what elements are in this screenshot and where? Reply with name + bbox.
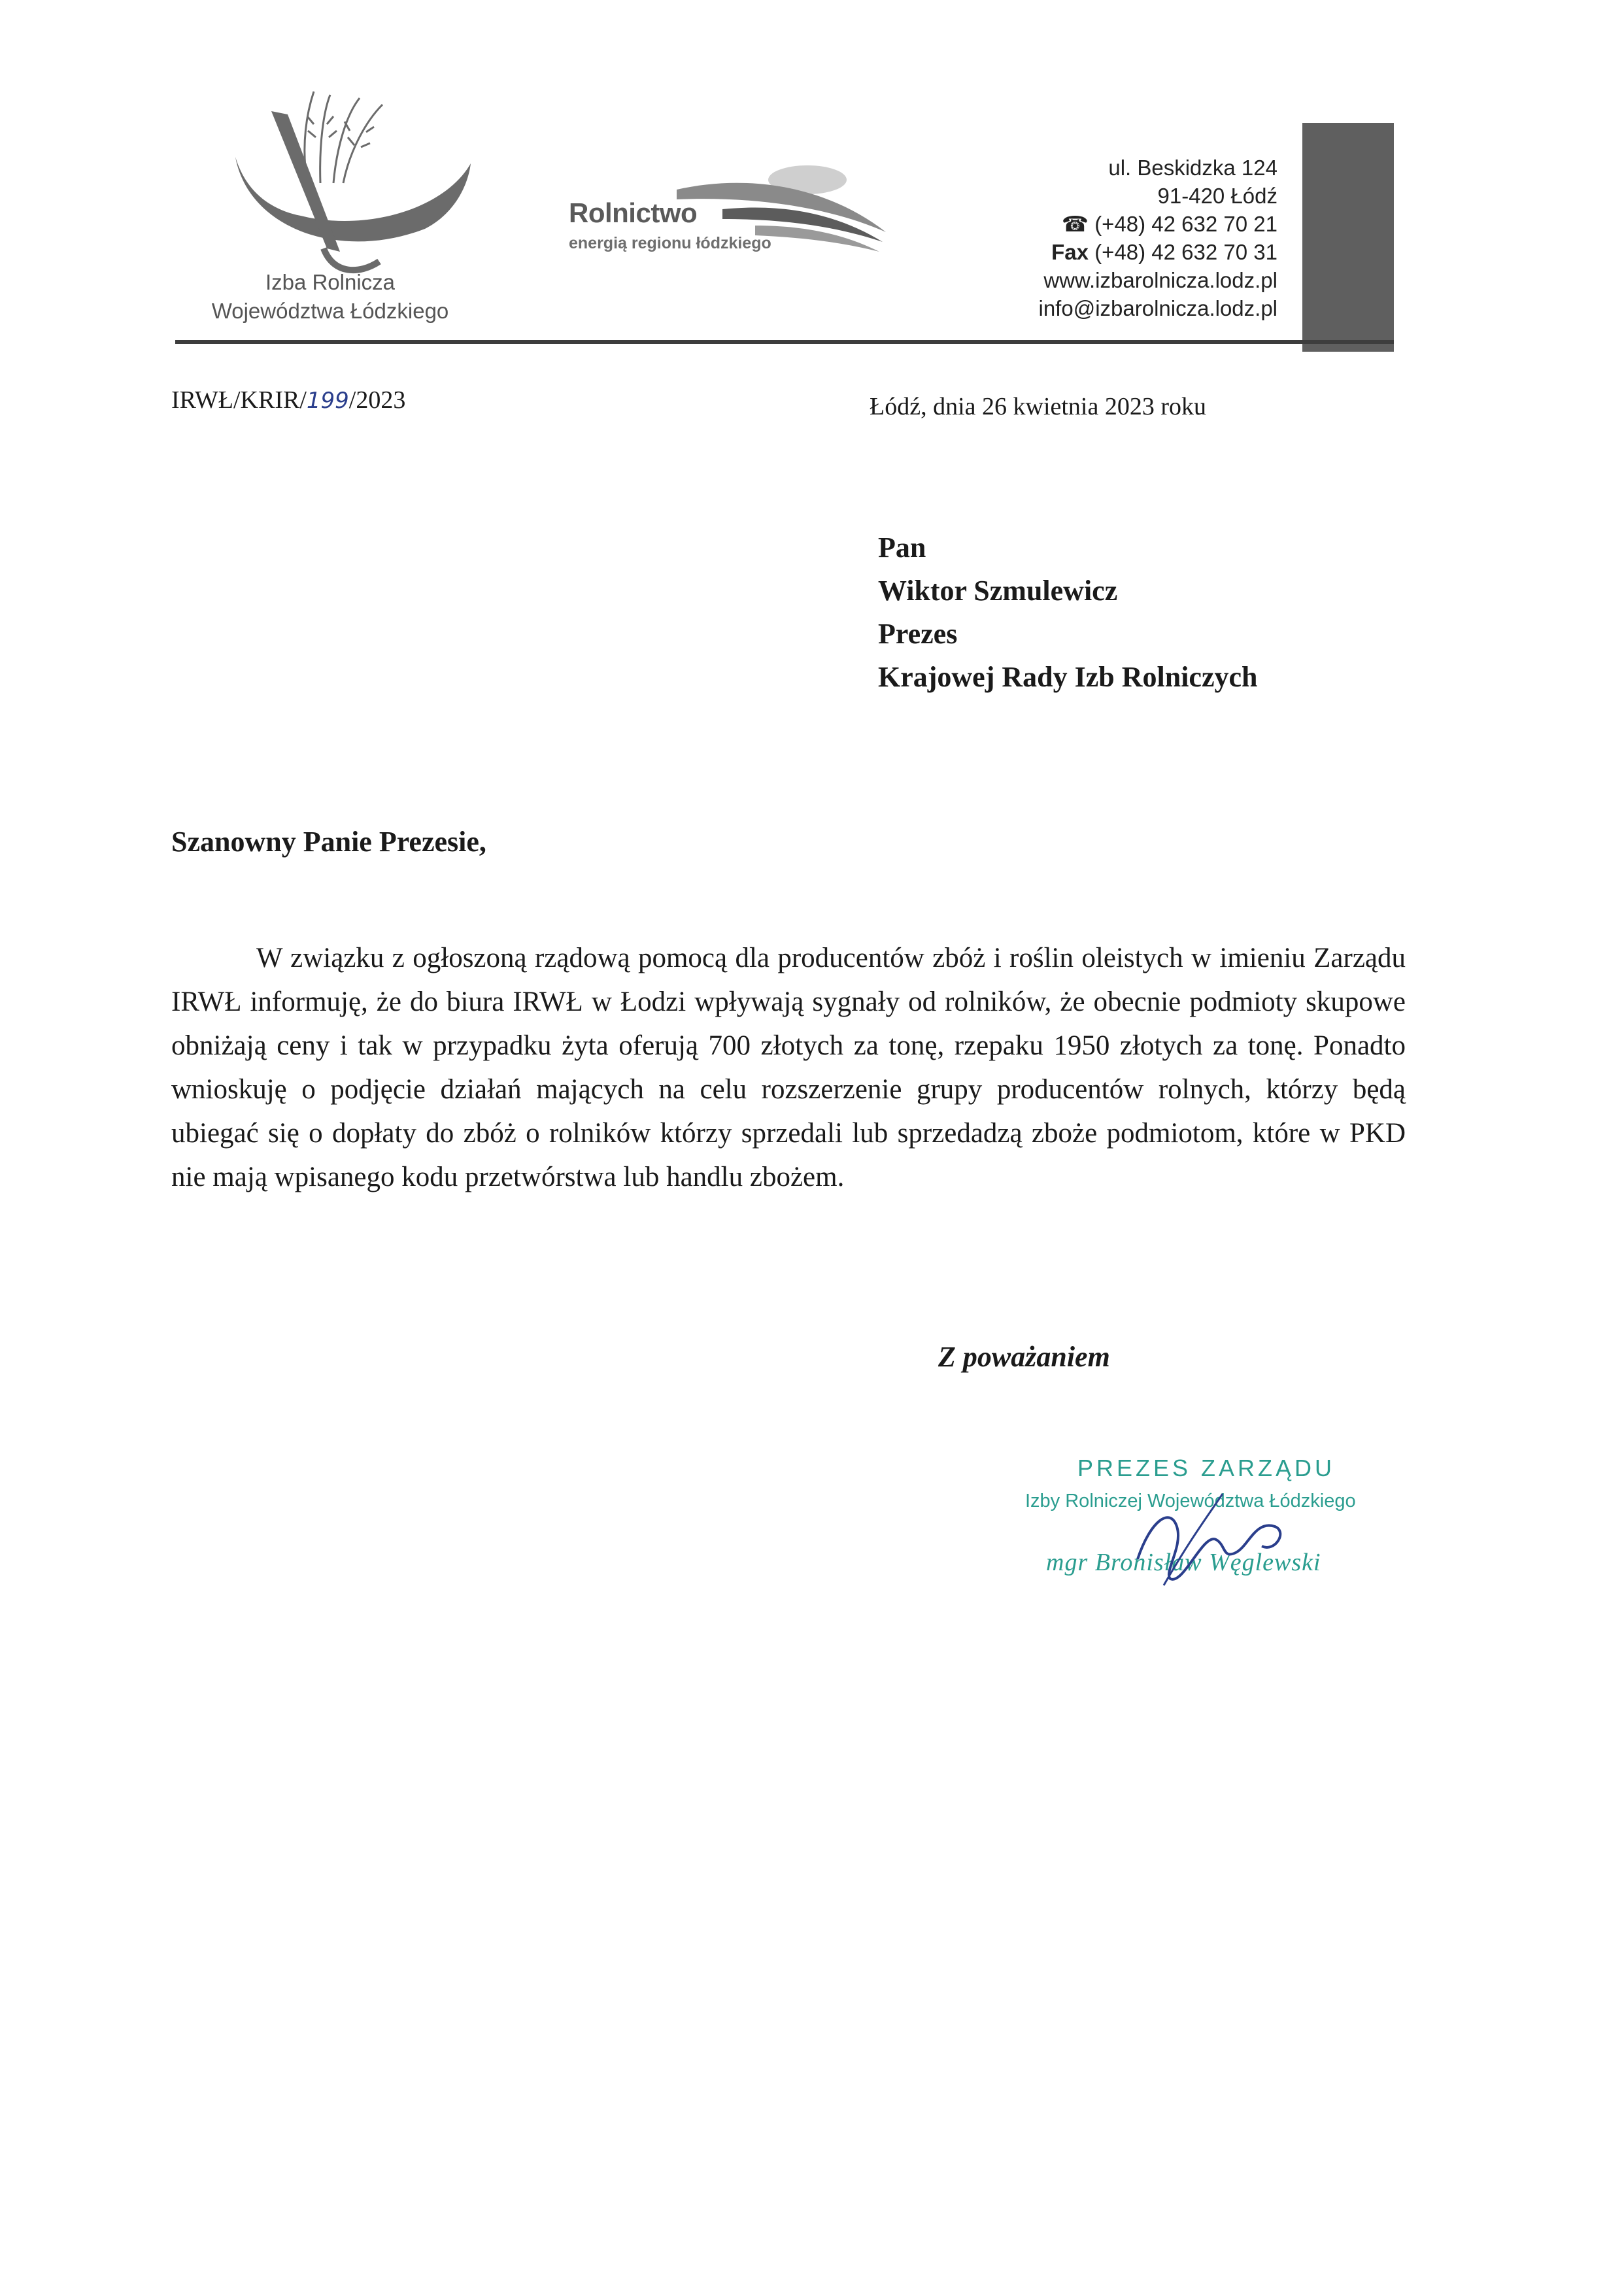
contact-web: www.izbarolnicza.lodz.pl bbox=[1043, 268, 1277, 292]
contact-city: 91-420 Łódź bbox=[1157, 184, 1277, 208]
addressee-line: Krajowej Rady Izb Rolniczych bbox=[878, 661, 1258, 693]
org-name bbox=[163, 268, 497, 326]
reference-suffix: /2023 bbox=[348, 386, 406, 414]
campaign-subtitle: energią regionu łódzkiego bbox=[569, 234, 771, 252]
letter-date: Łódź, dnia 26 kwietnia 2023 roku bbox=[870, 393, 1207, 420]
stamp-title: PREZES ZARZĄDU bbox=[1077, 1455, 1336, 1481]
izba-rolnicza-logo bbox=[209, 85, 484, 281]
campaign-title: Rolnictwo bbox=[569, 197, 698, 228]
fax-label: Fax bbox=[1051, 240, 1089, 264]
contact-fax-row bbox=[1038, 238, 1277, 266]
addressee-line: Prezes bbox=[878, 618, 958, 650]
addressee-line: Pan bbox=[878, 531, 926, 564]
addressee-line: Wiktor Szmulewicz bbox=[878, 575, 1118, 607]
phone-icon: ☎ bbox=[1061, 212, 1095, 236]
org-name-line2: Województwa Łódzkiego bbox=[211, 299, 449, 323]
stamp-organization: Izby Rolniczej Województwa Łódzkiego bbox=[1025, 1491, 1356, 1511]
closing: Z poważaniem bbox=[938, 1341, 1110, 1373]
reference-prefix: IRWŁ/KRIR/ bbox=[171, 386, 307, 414]
contact-fax: (+48) 42 632 70 31 bbox=[1094, 240, 1277, 264]
contact-phone-row bbox=[1038, 210, 1277, 238]
contact-street: ul. Beskidzka 124 bbox=[1108, 156, 1277, 180]
contact-email: info@izbarolnicza.lodz.pl bbox=[1038, 296, 1277, 320]
contact-block bbox=[1038, 154, 1277, 322]
contact-phone: (+48) 42 632 70 21 bbox=[1094, 212, 1277, 236]
letterhead-side-bar bbox=[1302, 123, 1394, 352]
stamp-person: mgr Bronisław Węglewski bbox=[1046, 1549, 1321, 1576]
handwritten-signature bbox=[1125, 1481, 1294, 1592]
org-name-line1: Izba Rolnicza bbox=[265, 270, 396, 294]
letterhead-divider bbox=[175, 340, 1394, 344]
addressee-block bbox=[878, 526, 1258, 699]
reference-number bbox=[171, 386, 405, 414]
salutation: Szanowny Panie Prezesie, bbox=[171, 826, 486, 858]
reference-handwritten-number: 199 bbox=[306, 388, 349, 414]
letter-body: W związku z ogłoszoną rządową pomocą dla producentów zbóż i roślin oleistych w imieniu Zarządu IRWŁ informuję, że do biura IRWŁ w Łodzi wpływają sygnały od rolników, że obecnie podmioty skupowe obniżają ceny i tak w przypadku żyta oferują 700 złotych za tonę, rzepaku 1950 złotych za tonę. Ponadto wnioskuję o podjęcie działań mających na celu rozszerzenie grupy producentów rolnych, którzy będą ubiegać się o dopłaty do zbóż o rolników którzy sprzedali lub sprzedadzą zboże podmiotom, które w PKD nie mają wpisanego kodu przetwórstwa lub handlu zbożem. bbox=[171, 943, 1406, 1192]
